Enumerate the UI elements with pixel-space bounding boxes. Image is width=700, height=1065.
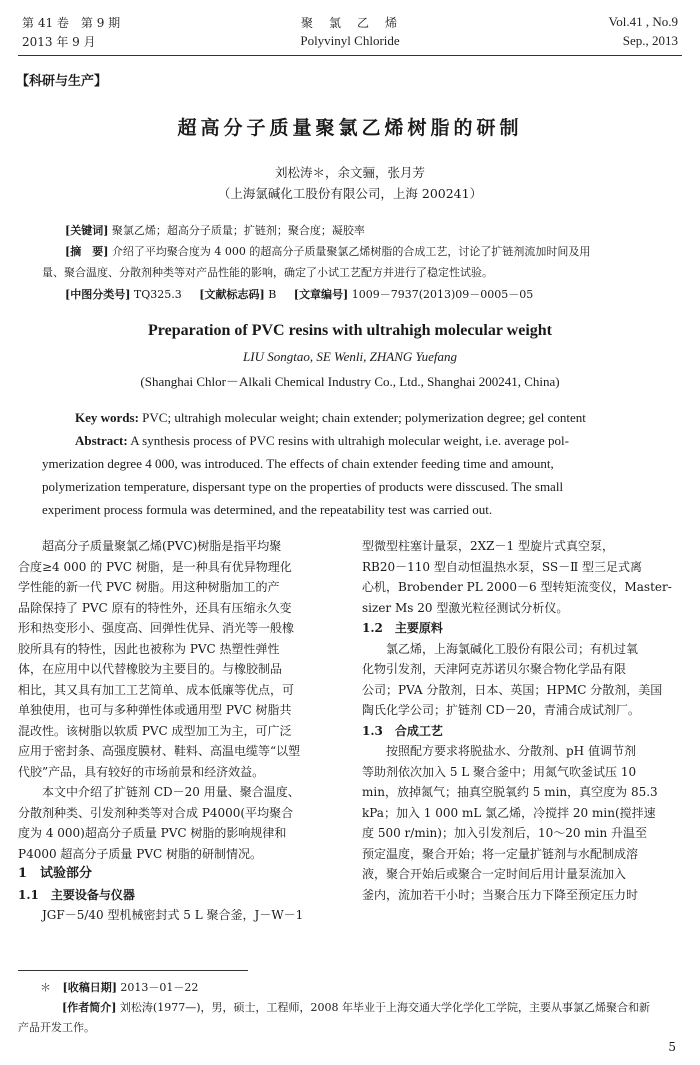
abstract-en-text1: A synthesis process of PVC resins with ultrahigh molecular weight, i.e. average pol-: [130, 433, 569, 448]
abstract-en-line1: [75, 433, 569, 449]
body-line: 单独使用，也可与多种弹性体或通用型 PVC 树脂共: [18, 703, 292, 717]
body-line: 品除保持了 PVC 原有的特性外，还具有压缩永久变: [18, 600, 292, 615]
section-heading-1-1: 1.1 主要设备与仪器: [18, 887, 135, 902]
body-line: 本文中介绍了扩链剂 CD－20 用量、聚合温度、: [42, 785, 300, 799]
body-line: 度为 4 000)超高分子质量 PVC 树脂的影响规律和: [18, 826, 287, 840]
header-journal-cn: 聚 氯 乙 烯: [300, 16, 399, 30]
header-volume: 第 41 卷 第 9 期: [22, 16, 121, 30]
header-rule: [18, 55, 682, 56]
abstract-cn-line1: [65, 243, 590, 259]
abstract-en-label: Abstract:: [75, 433, 128, 448]
body-line: 化物引发剂，天津阿克苏诺贝尔聚合物化学品有限: [362, 662, 627, 676]
body-line: 胶所具有的特性，因此也被称为 PVC 热塑性弹性: [18, 641, 280, 656]
page-number: 5: [668, 1040, 676, 1054]
section-heading-1: 1 试验部分: [18, 866, 93, 881]
body-line: 液，聚合开始后或聚合一定时间后用计量泵流加入: [362, 867, 627, 881]
received-value: 2013－01－22: [120, 981, 199, 994]
abstract-cn-text1: 介绍了平均聚合度为 4 000 的超高分子质量聚氯乙烯树脂的合成工艺，讨论了扩链剂流加时间及用: [111, 245, 591, 258]
bio-text1: 刘松涛(1977—)，男，硕士，工程师，2008 年毕业于上海交通大学化学化工学院，主要从事氯乙烯聚合和新: [119, 1001, 650, 1014]
doc-code-value: B: [268, 288, 277, 301]
body-line: JGF－5/40 型机械密封式 5 L 聚合釜，J－W－1: [42, 908, 304, 922]
clc-label: [中图分类号]: [65, 288, 131, 301]
authors-cn: 刘松涛＊，余文骊，张月芳: [274, 165, 425, 180]
section-heading-1-3: 1.3 合成工艺: [362, 723, 443, 738]
clc-value: TQ325.3: [133, 288, 182, 301]
article-no-value: 1009－7937(2013)09－0005－05: [351, 288, 534, 301]
affiliation-cn: （上海氯碱化工股份有限公司，上海 200241）: [217, 186, 483, 201]
abstract-cn-label: [摘 要]: [65, 245, 109, 258]
keywords-en: [75, 410, 586, 426]
body-line: 陶氏化学公司；扩链剂 CD－20，青浦合成试剂厂。: [362, 703, 640, 717]
article-no-label: [文章编号]: [293, 288, 349, 301]
body-line: 分散剂种类、引发剂种类等对合成 P4000(平均聚合: [18, 805, 294, 820]
body-line: 型微型柱塞计量泵，2XZ－1 型旋片式真空泵，: [362, 539, 614, 553]
paper-title-cn: 超高分子质量聚氯乙烯树脂的研制: [177, 117, 523, 139]
body-line: 混改性。该树脂以软质 PVC 成型加工为主，可广泛: [18, 723, 292, 738]
body-line: min，放掉氮气；抽真空脱氧约 5 min，真空度为 85.3: [362, 785, 658, 799]
paper-title-en: Preparation of PVC resins with ultrahigh molecular weight: [148, 322, 552, 339]
abstract-en-line3: polymerization temperature, dispersant type on the properties of products were disscused. The small: [42, 479, 564, 494]
abstract-cn-line2: 量、聚合温度、分散剂种类等对产品性能的影响，确定了小试工艺配方并进行了稳定性试验。: [42, 266, 493, 279]
body-line: 等助剂依次加入 5 L 聚合釜中；用氮气吹釜试压 10: [362, 764, 637, 779]
body-line: P4000 超高分子质量 PVC 树脂的研制情况。: [18, 846, 262, 861]
body-line: sizer Ms 20 型激光粒径测试分析仪。: [362, 600, 569, 615]
body-line: 代胶”产品，具有较好的市场前景和经济效益。: [18, 764, 265, 779]
abstract-en-line2: ymerization degree 4 000, was introduced. The effects of chain extender feeding time and amount,: [42, 456, 554, 471]
affiliation-en: (Shanghai Chlor－Alkali Chemical Industry Co., Ltd., Shanghai 200241, China): [140, 374, 560, 389]
keywords-cn-label: [关键词]: [65, 224, 109, 237]
body-line: kPa；加入 1 000 mL 氯乙烯，冷搅拌 20 min(搅拌速: [362, 805, 656, 820]
body-line: 公司；PVA 分散剂，日本、英国；HPMC 分散剂，美国: [362, 682, 663, 697]
abstract-en-line4: experiment process formula was determined, and the repeatability test was carried out.: [42, 502, 493, 517]
body-line: 度 500 r/min)；加入引发剂后，10～20 min 升温至: [362, 826, 648, 840]
body-line: 按照配方要求将脱盐水、分散剂、pH 值调节剂: [386, 744, 636, 758]
footnote-received: [40, 979, 198, 995]
authors-en: LIU Songtao, SE Wenli, ZHANG Yuefang: [243, 349, 457, 364]
body-line: 相比，其又具有加工工艺简单、成本低廉等优点，可: [18, 682, 295, 697]
doc-code-label: [文献标志码]: [199, 288, 265, 301]
left-column: [18, 536, 340, 926]
footnote-star: ＊: [40, 981, 51, 994]
keywords-en-text: PVC; ultrahigh molecular weight; chain extender; polymerization degree; gel content: [142, 410, 586, 425]
footnote-rule: [18, 970, 248, 971]
header-date-en: Sep., 2013: [622, 33, 678, 48]
body-line: 形和热变形小、强度高、回弹性优异、消光等一般橡: [18, 621, 295, 635]
body-line: 学性能的新一代 PVC 树脂。用这种树脂加工的产: [18, 580, 280, 594]
keywords-cn-text: 聚氯乙烯；超高分子质量；扩链剂；聚合度；凝胶率: [111, 224, 365, 237]
section-tag: 【科研与生产】: [16, 74, 108, 89]
body-line: 预定温度，聚合开始；将一定量扩链剂与水配制成溶: [362, 846, 639, 861]
bio-label: [作者简介]: [62, 1001, 117, 1014]
keywords-cn: [65, 222, 365, 238]
body-line: 釜内，流加若干小时；当聚合压力下降至预定压力时: [362, 887, 639, 902]
body-line: 超高分子质量聚氯乙烯(PVC)树脂是指平均聚: [42, 539, 282, 553]
body-line: 合度≥4 000 的 PVC 树脂，是一种具有优异物理化: [18, 559, 292, 574]
keywords-en-label: Key words:: [75, 410, 139, 425]
body-line: 体，在应用中以代替橡胶为主要目的。与橡胶制品: [18, 662, 283, 676]
header-journal-en: Polyvinyl Chloride: [300, 33, 400, 48]
received-label: [收稿日期]: [62, 981, 117, 994]
footnote-bio-line1: [62, 999, 650, 1015]
section-heading-1-2: 1.2 主要原料: [362, 621, 443, 635]
header-date: 2013 年 9 月: [22, 35, 96, 49]
right-column: [362, 536, 684, 905]
body-line: RB20－110 型自动恒温热水泵，SS－Ⅱ 型三足式离: [362, 559, 643, 574]
body-line: 应用于密封条、高强度膜材、鞋料、高温电缆等“以塑: [18, 744, 301, 758]
header-vol-en: Vol.41 , No.9: [608, 14, 678, 29]
body-line: 心机，Brobender PL 2000－6 型转矩流变仪，Master-: [362, 580, 672, 594]
classification-line: [65, 286, 533, 302]
body-line: 氯乙烯，上海氯碱化工股份有限公司；有机过氧: [386, 641, 639, 656]
footnote-bio-line2: 产品开发工作。: [18, 1021, 95, 1034]
